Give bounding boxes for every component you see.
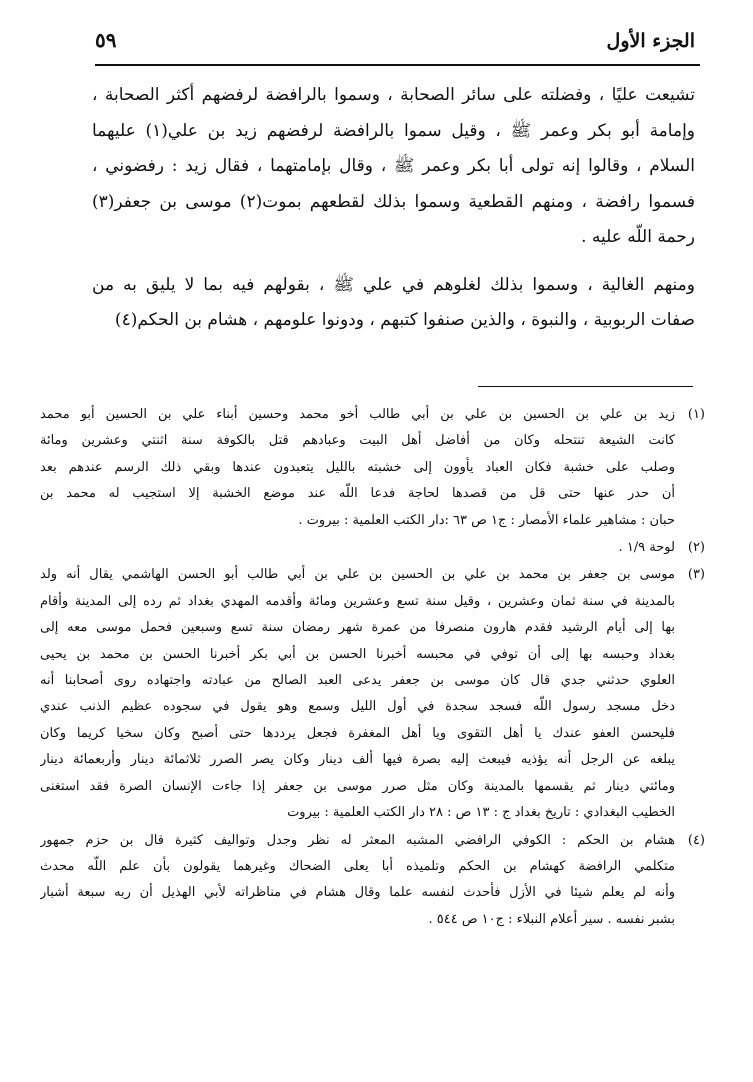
paragraph: [92, 78, 695, 256]
text-line: زيد بن علي بن الحسين بن علي بن أبي طالب أخو محمد وحسين أبناء علي بن الحسين أبو محمد: [40, 407, 675, 422]
text-line: أن حدر عنها حتى قل من قصدها لحاجة فدعا اللّه عند موضع الخشبة إلا استجيب له محمد بن: [40, 486, 675, 502]
footnote-text: [40, 535, 675, 561]
footnote-text: [40, 402, 675, 534]
text-line: صفات الربوبية ، والنبوة ، والذين صنفوا كتبهم ، ودونوا علومهم ، هشام بن الحكم(٤): [114, 310, 695, 330]
text-line: العلوي حدثني جدي قال كان موسى بن جعفر يدعى العبد الصالح من عبادته واجتهاده روى أصحابنا أنه: [40, 673, 675, 689]
text-line: كانت الشيعة تنتحله وكان من أفاضل أهل البيت وعبادهم قتل بالكوفة سنة اثنتي وعشرين ومائة: [40, 433, 675, 449]
text-line: وإمامة أبو بكر وعمر ﷺ ، وقيل سموا بالرافضة لرفضهم زيد بن علي(١) عليهما: [92, 120, 695, 141]
text-line: موسى بن جعفر بن محمد بن علي بن الحسين بن علي بن أبي طالب أبو الحسن الهاشمي يقال أنه ولد: [40, 567, 675, 583]
text-line: بغداد وحبسه بها إلى أن توفي في محبسه أخبرنا الحسن بن أبي بكر أخبرنا الحسن بن محمد بن يحيى: [40, 646, 675, 662]
text-line: بشبر نفسه . سير أعلام النبلاء : ج١٠ ص ٥٤٤ .: [428, 911, 675, 927]
text-line: بها إلى أيام الرشيد فقدم هارون منصرفا من عمرة شهر رمضان سنة تسع وسبعين فحمل موسى معه إلى: [40, 620, 675, 636]
main-text: [92, 78, 695, 351]
header-rule: [95, 64, 700, 66]
footnote-4: [40, 828, 705, 934]
footnote-2: [40, 535, 705, 561]
page-number: ٥٩: [95, 28, 117, 52]
footnote-3: [40, 562, 705, 826]
text-line: ومائتي دينار ثم يقسمها بالمدينة وكان مثل صرر موسى بن جعفر إذا جاءت الإنسان الصرة فقد استغنى: [40, 778, 675, 794]
text-line: متكلمي الرافضة كهشام بن الحكم وتلميذه أبا يعلى الضحاك وغيرهما يقولون بأن علم اللّه محدث: [40, 858, 675, 874]
text-line: بالمدينة في سنة ثمان وعشرين ، وقيل سنة تسع وعشرين ومائة وأقدمه المهدي بغداد ثم رده إلى المدينة وأقام: [40, 593, 675, 609]
footnote-number: (٤): [687, 832, 705, 848]
volume-title: الجزء الأول: [606, 30, 695, 52]
footnote-text: [40, 562, 675, 826]
text-line: ومنهم الغالية ، وسموا بذلك لغلوهم في علي ﷺ ، بقولهم فيه بما لا يليق به من: [92, 274, 695, 295]
paragraph: [92, 268, 695, 339]
text-line: تشيعت عليًا ، وفضلته على سائر الصحابة ، وسموا بالرافضة لرفضهم أكثر الصحابة ،: [92, 85, 695, 105]
text-line: رحمة اللّه عليه .: [581, 227, 695, 247]
text-line: فليحسن العفو عندك يا أهل التقوى ويا أهل المغفرة فجعل يرددها حتى أصبح وكان سخيا كريما وكان: [40, 725, 675, 741]
text-line: حبان : مشاهير علماء الأمصار : ج١ ص ٦٣ :دار الكتب العلمية : بيروت .: [298, 512, 675, 528]
footnote-number: (١): [687, 407, 705, 422]
text-line: هشام بن الحكم : الكوفي الرافضي المشبه المعثر له نظر وجدل وتواليف كثيرة قال بن حزم جمهور: [40, 832, 675, 848]
footnote-number: (٣): [687, 567, 705, 583]
text-line: لوحة ١/٩ .: [618, 540, 675, 556]
text-line: السلام ، وقالوا إنه تولى أبا بكر وعمر ﷺ ، وقال بإمامتهما ، فقال زيد : رفضوني ،: [92, 156, 695, 176]
text-line: وصلب على خشبة فكان العباد يأوون إلى خشبته بالليل يتعبدون عندها وبقي ذلك الرسم عندهم بعد: [40, 459, 675, 475]
text-line: الخطيب البغدادي : تاريخ بغداد ج : ١٣ ص : ٢٨ دار الكتب العلمية : بيروت: [287, 805, 675, 821]
footnote-number: (٢): [687, 540, 705, 556]
text-line: دخل مسجد رسول اللّه فسجد سجدة في أول الليل وسمع وهو يقول في سجوده عظيم الذنب عندي: [40, 699, 675, 715]
footnote-separator: [478, 386, 693, 387]
text-line: وأنه لم يعلم شيئا في الأزل فأحدث لنفسه علما وقال هشام في مناظراته لأبي الهذيل أن ربه سبعة أشبار: [40, 885, 675, 901]
footnote-text: [40, 828, 675, 934]
footnotes: [40, 402, 705, 934]
text-line: فسموا رافضة ، ومنهم القطعية وسموا بذلك لقطعهم بموت(٢) موسى بن جعفر(٣): [92, 191, 695, 212]
footnote-1: [40, 402, 705, 534]
text-line: يبلغه عن الرجل أنه يؤذيه فيبعث إليه بصرة فيها ألف دينار وكان يصر الصرر ثلاثمائة دينار وأربعمائة دينار: [40, 752, 675, 768]
page-header: [95, 28, 695, 64]
